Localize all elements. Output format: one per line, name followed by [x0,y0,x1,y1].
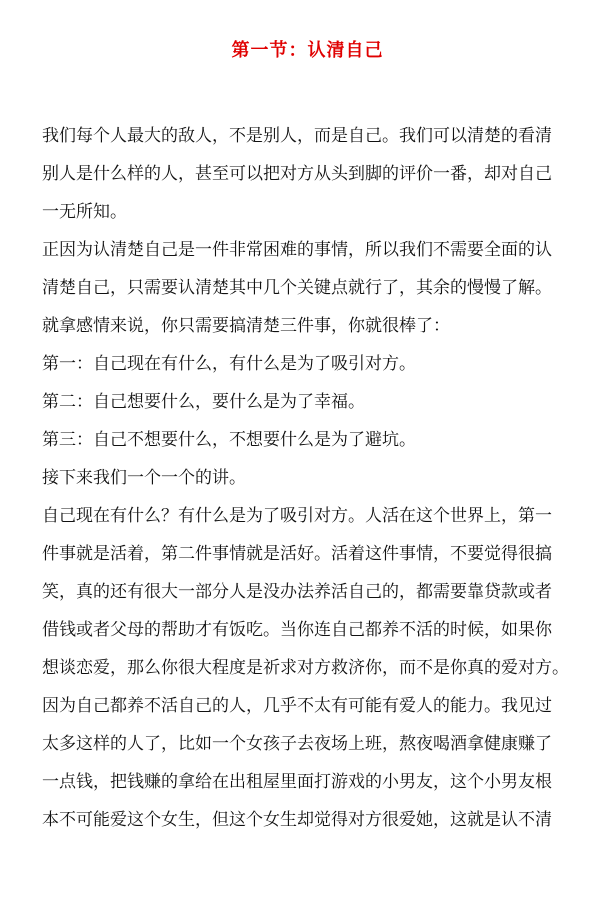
list-item-2-text: 第二：自己想要什么，要什么是为了幸福。 [42,392,365,412]
paragraph-2-line-2: 清楚自己，只需要认清楚其中几个关键点就行了，其余的慢慢了解。 [42,278,552,298]
paragraph-1 [42,117,590,231]
list-item-1-text: 第一：自己现在有什么，有什么是为了吸引对方。 [42,354,416,374]
paragraph-3-line-5: 想谈恋爱，那么你很大程度是祈求对方救济你，而不是你真的爱对方。 [42,658,569,678]
paragraph-3-line-6: 因为自己都养不活自己的人，几乎不太有可能有爱人的能力。我见过 [42,696,552,716]
section-title: 第一节：认清自己 [231,40,384,61]
list-item-2 [42,383,590,421]
paragraph-1-line-1: 我们每个人最大的敌人，不是别人，而是自己。我们可以清楚的看清 [42,126,552,146]
paragraph-2-line-3: 就拿感情来说，你只需要搞清楚三件事，你就很棒了： [42,316,450,336]
paragraph-3-line-2: 件事就是活着，第二件事情就是活好。活着这件事情，不要觉得很搞 [42,544,552,564]
paragraph-3-line-4: 借钱或者父母的帮助才有饭吃。当你连自己都养不活的时候，如果你 [42,620,552,640]
list-item-1 [42,345,590,383]
paragraph-transition [42,459,590,497]
paragraph-3-line-1: 自己现在有什么？有什么是为了吸引对方。人活在这个世界上，第一 [42,506,552,526]
paragraph-transition-text: 接下来我们一个一个的讲。 [42,468,246,488]
paragraph-2-line-1: 正因为认清楚自己是一件非常困难的事情，所以我们不需要全面的认 [42,240,552,260]
paragraph-3-line-7: 太多这样的人了，比如一个女孩子去夜场上班，熬夜喝酒拿健康赚了 [42,734,552,754]
paragraph-1-line-3: 一无所知。 [42,202,127,222]
list-item-3-text: 第三：自己不想要什么，不想要什么是为了避坑。 [42,430,416,450]
paragraph-1-line-2: 别人是什么样的人，甚至可以把对方从头到脚的评价一番，却对自己 [42,164,552,184]
paragraph-3-line-9: 本不可能爱这个女生，但这个女生却觉得对方很爱她，这就是认不清 [42,810,552,830]
list-item-3 [42,421,590,459]
paragraph-2 [42,231,590,345]
paragraph-3 [42,497,590,839]
paragraph-3-line-8: 一点钱，把钱赚的拿给在出租屋里面打游戏的小男友，这个小男友根 [42,772,552,792]
document-body [42,117,590,839]
paragraph-3-line-3: 笑，真的还有很大一部分人是没办法养活自己的，都需要靠贷款或者 [42,582,552,602]
